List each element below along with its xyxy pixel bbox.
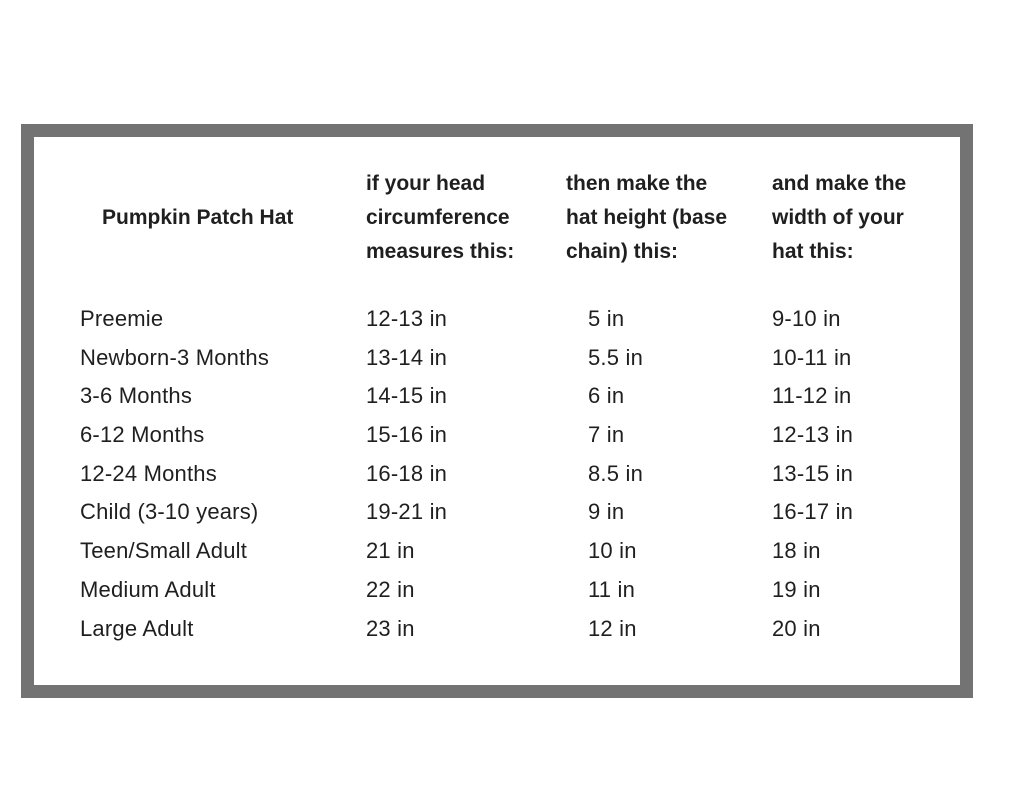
circumference-cell: 13-14 in (366, 344, 448, 370)
header-height-column: then make the hat height (base chain) this: (566, 172, 728, 263)
width-cell: 13-15 in (772, 460, 854, 486)
width-cell: 18 in (772, 538, 821, 564)
size-cell: Medium Adult (80, 576, 216, 602)
size-cell: 3-6 Months (80, 383, 193, 409)
height-cell: 10 in (588, 538, 637, 564)
header-size-column (80, 137, 366, 300)
height-cell: 9 in (588, 499, 625, 525)
height-cell: 11 in (588, 576, 636, 602)
width-cell: 9-10 in (772, 306, 841, 331)
height-cell: 6 in (588, 383, 625, 409)
width-cell: 11-12 in (772, 383, 852, 409)
width-cell: 16-17 in (772, 499, 854, 525)
chart-title: Pumpkin Patch Hat (102, 206, 294, 229)
circumference-cell: 19-21 in (366, 499, 448, 525)
width-cell: 20 in (772, 615, 821, 641)
size-chart-frame (21, 124, 973, 698)
size-cell: Child (3-10 years) (80, 499, 259, 525)
size-cell: Preemie (80, 306, 164, 331)
circumference-cell: 15-16 in (366, 422, 448, 448)
size-cell: Large Adult (80, 615, 194, 641)
size-cell: Teen/Small Adult (80, 538, 248, 564)
circumference-cell: 21 in (366, 538, 415, 564)
width-cell: 12-13 in (772, 422, 854, 448)
size-cell: 6-12 Months (80, 422, 205, 448)
height-cell: 12 in (588, 615, 637, 641)
header-width-column: and make the width of your hat this: (772, 172, 907, 263)
height-cell: 5 in (588, 306, 625, 331)
circumference-cell: 23 in (366, 615, 415, 641)
circumference-cell: 14-15 in (366, 383, 448, 409)
height-cell: 7 in (588, 422, 625, 448)
height-cell: 8.5 in (588, 460, 644, 486)
width-cell: 19 in (772, 576, 821, 602)
width-cell: 10-11 in (772, 344, 852, 370)
circumference-cell: 12-13 in (366, 306, 448, 331)
circumference-cell: 22 in (366, 576, 415, 602)
size-cell: Newborn-3 Months (80, 344, 270, 370)
circumference-cell: 16-18 in (366, 460, 448, 486)
size-chart-table (80, 137, 960, 648)
height-cell: 5.5 in (588, 344, 644, 370)
size-cell: 12-24 Months (80, 460, 217, 486)
header-circumference-column: if your head circumference measures this: (366, 172, 515, 263)
